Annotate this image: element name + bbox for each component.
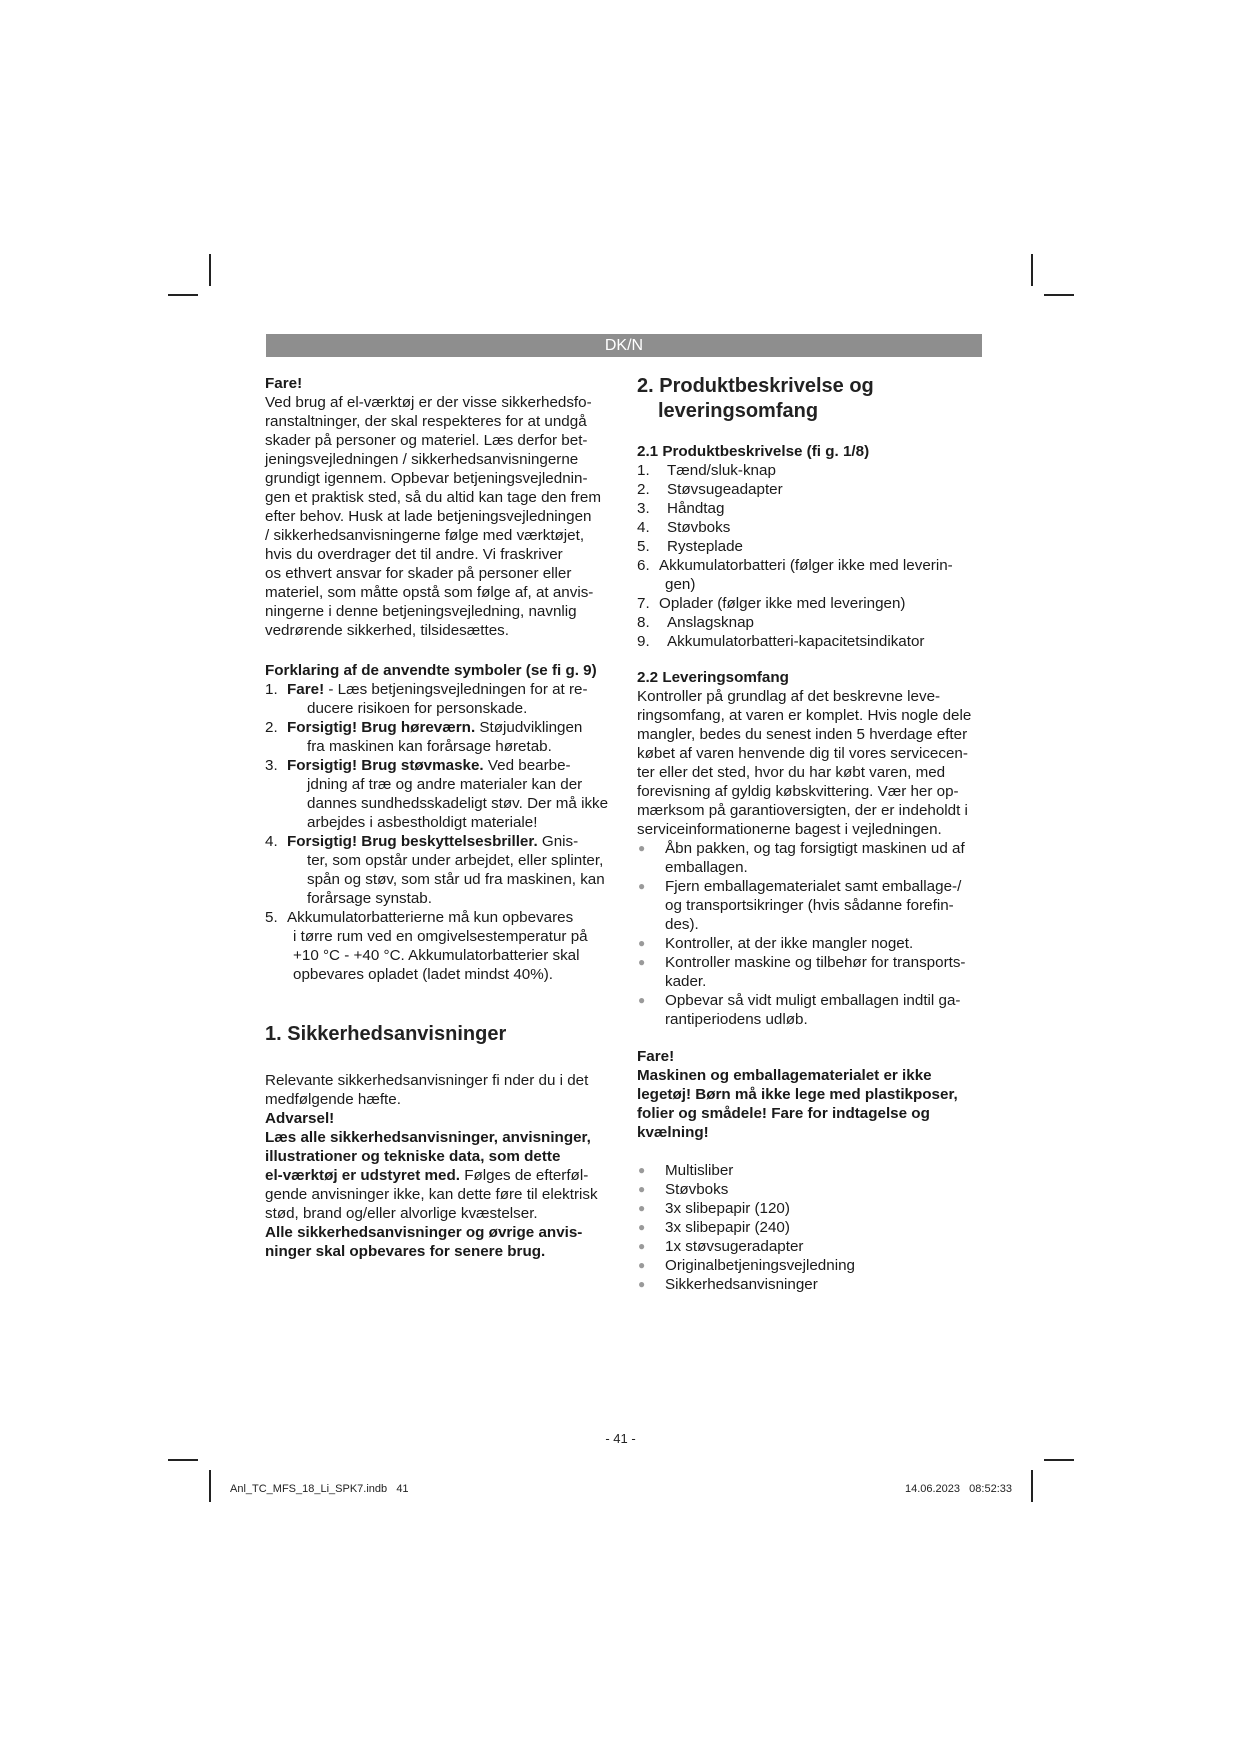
- item-text: Støvboks: [665, 1181, 729, 1198]
- text-line: spån og støv, som står ud fra maskinen, kan: [307, 871, 605, 888]
- text-line: materiel, som måtte opstå som følge af, at anvis-: [265, 584, 594, 601]
- item-text: 1x støvsugeradapter: [665, 1238, 804, 1255]
- text-line: opbevares opladet (ladet mindst 40%).: [293, 966, 554, 983]
- advarsel-heading: Advarsel!: [265, 1110, 335, 1127]
- text-line: stød, brand og/eller alvorlige kvæstelser.: [265, 1205, 538, 1222]
- bullet-icon: ●: [638, 993, 646, 1007]
- bullet-icon: ●: [638, 1220, 646, 1234]
- text-line: og transportsikringer (hvis sådanne forefin-: [665, 897, 954, 914]
- item-number: 7.: [637, 595, 650, 612]
- item-text: gen): [665, 576, 696, 593]
- bullet-icon: ●: [638, 955, 646, 969]
- list-item: [637, 461, 987, 480]
- list-item: [637, 1237, 987, 1256]
- bullet-icon: ●: [638, 879, 646, 893]
- item-number: 1.: [265, 681, 278, 698]
- item-number: 8.: [637, 614, 650, 631]
- text-line: des).: [665, 916, 699, 933]
- item-text: Rysteplade: [667, 538, 743, 555]
- text-line: +10 °C - +40 °C. Akkumulatorbatterier skal: [293, 947, 580, 964]
- item-number: 3.: [265, 757, 278, 774]
- text-line: Opbevar så vidt muligt emballagen indtil ga-: [665, 992, 961, 1009]
- list-item: [637, 537, 987, 556]
- item-bold: Fare!: [287, 681, 325, 698]
- item-text: Støvsugeadapter: [667, 481, 783, 498]
- item-text: Akkumulatorbatteri-kapacitetsindikator: [667, 633, 925, 650]
- text-line: el-værktøj er udstyret med.: [265, 1167, 460, 1184]
- text-line: os ethvert ansvar for skader på personer eller: [265, 565, 572, 582]
- text-line: jeningsvejledningen / sikkerhedsanvisningerne: [265, 451, 579, 468]
- list-item: [637, 839, 987, 877]
- list-item: [637, 613, 987, 632]
- text-line: hvis du overdrager det til andre. Vi fraskriver: [265, 546, 563, 563]
- text-line: Gnis-: [537, 833, 579, 850]
- text-line: arbejdes i asbestholdigt materiale!: [307, 814, 538, 831]
- scope-of-delivery-list: [637, 1161, 987, 1294]
- item-text: 3x slibepapir (240): [665, 1219, 790, 1236]
- text-line: gende anvisninger ikke, kan dette føre til elektrisk: [265, 1186, 598, 1203]
- item-number: 9.: [637, 633, 650, 650]
- section-1-title: 1. Sikkerhedsanvisninger: [265, 1023, 507, 1045]
- item-text: 3x slibepapir (120): [665, 1200, 790, 1217]
- text-line: / sikkerhedsanvisningerne følge med værktøjet,: [265, 527, 585, 544]
- item-number: 6.: [637, 557, 650, 574]
- text-line: mangler, bedes du senest inden 5 hverdage efter: [637, 726, 968, 743]
- fare-paragraph: [265, 393, 620, 640]
- item-bold: Forsigtig! Brug støvmaske.: [287, 757, 484, 774]
- page-number: - 41 -: [605, 1431, 636, 1446]
- item-text: Oplader (følger ikke med leveringen): [659, 595, 906, 612]
- text-line: Ved brug af el-værktøj er der visse sikkerhedsfo-: [265, 394, 592, 411]
- item-text: Multisliber: [665, 1162, 734, 1179]
- product-parts-list: [637, 461, 987, 651]
- symbols-heading: Forklaring af de anvendte symboler (se fi g. 9): [265, 662, 597, 679]
- text-line: jdning af træ og andre materialer kan der: [307, 776, 583, 793]
- text-line: Kontroller på grundlag af det beskrevne leve-: [637, 688, 941, 705]
- text-line: fra maskinen kan forårsage høretab.: [307, 738, 552, 755]
- text-line: ranstaltninger, der skal respekteres for at undgå: [265, 413, 587, 430]
- list-item: [637, 480, 987, 499]
- section-2-2-title: 2.2 Leveringsomfang: [637, 669, 789, 686]
- left-column: [265, 374, 620, 1261]
- crop-mark: [1044, 1459, 1074, 1461]
- item-text: Sikkerhedsanvisninger: [665, 1276, 818, 1293]
- text-line: serviceinformationerne bagest i vejledningen.: [637, 821, 942, 838]
- text-line: forevisning af gyldig købskvittering. Vær her op-: [637, 783, 959, 800]
- section-2-1-title: 2.1 Produktbeskrivelse (fi g. 1/8): [637, 443, 870, 460]
- item-number: 5.: [265, 909, 278, 926]
- item-text: Akkumulatorbatteri (følger ikke med leverin-: [659, 557, 953, 574]
- item-text: Støvboks: [667, 519, 731, 536]
- list-item: [637, 1161, 987, 1180]
- item-bold: Forsigtig! Brug høreværn.: [287, 719, 476, 736]
- list-item: [637, 953, 987, 991]
- text-line: Relevante sikkerhedsanvisninger fi nder du i det: [265, 1072, 589, 1089]
- text-line: folier og smådele! Fare for indtagelse og: [637, 1105, 930, 1122]
- text-line: skader på personer og materiel. Læs derfor bet-: [265, 432, 588, 449]
- text-line: legetøj! Børn må ikke lege med plastikposer,: [637, 1086, 958, 1103]
- bullet-icon: ●: [638, 1258, 646, 1272]
- list-item: [637, 518, 987, 537]
- item-text: Originalbetjeningsvejledning: [665, 1257, 855, 1274]
- item-text: Anslagsknap: [667, 614, 754, 631]
- list-item: [637, 594, 987, 613]
- list-item: [265, 832, 620, 908]
- list-item: [637, 1256, 987, 1275]
- text-line: købet af varen henvende dig til vores servicecen-: [637, 745, 968, 762]
- list-item: [637, 556, 987, 594]
- list-item: [637, 1218, 987, 1237]
- text-line: kvælning!: [637, 1124, 709, 1141]
- text-line: ter eller det sted, hvor du har købt varen, med: [637, 764, 946, 781]
- text-line: rantiperiodens udløb.: [665, 1011, 808, 1028]
- item-number: 2.: [265, 719, 278, 736]
- text-line: grundigt igennem. Opbevar betjeningsvejlednin-: [265, 470, 588, 487]
- text-line: medfølgende hæfte.: [265, 1091, 401, 1108]
- list-item: [637, 934, 987, 953]
- text-line: vedrørende sikkerhed, tilsidesættes.: [265, 622, 509, 639]
- text-line: Støjudviklingen: [475, 719, 583, 736]
- section-2-title: 2. Produktbeskrivelse og: [637, 375, 874, 397]
- bullet-icon: ●: [638, 936, 646, 950]
- crop-mark: [1031, 1470, 1033, 1502]
- text-line: forårsage synstab.: [307, 890, 432, 907]
- list-item: [637, 499, 987, 518]
- bullet-icon: ●: [638, 1182, 646, 1196]
- list-item: [265, 718, 620, 756]
- text-line: ningerne i denne betjeningsvejledning, navnlig: [265, 603, 577, 620]
- crop-mark: [209, 254, 211, 286]
- text-line: kader.: [665, 973, 707, 990]
- text-line: efter behov. Husk at lade betjeningsvejledningen: [265, 508, 592, 525]
- list-item: [637, 991, 987, 1029]
- list-item: [637, 1275, 987, 1294]
- crop-mark: [1044, 294, 1074, 296]
- symbols-list: [265, 680, 620, 984]
- item-number: 1.: [637, 462, 650, 479]
- list-item: [265, 756, 620, 832]
- fare-heading: Fare!: [637, 1048, 675, 1065]
- item-number: 5.: [637, 538, 650, 555]
- text-line: Alle sikkerhedsanvisninger og øvrige anvis-: [265, 1224, 583, 1241]
- item-text: Tænd/sluk-knap: [667, 462, 776, 479]
- text-line: Kontroller, at der ikke mangler noget.: [665, 935, 914, 952]
- text-line: dannes sundhedsskadeligt støv. Der må ikke: [307, 795, 609, 812]
- text-line: gen et praktisk sted, så du altid kan tage den frem: [265, 489, 602, 506]
- list-item: [265, 680, 620, 718]
- text-line: i tørre rum ved en omgivelsestemperatur på: [293, 928, 588, 945]
- print-timestamp: 14.06.2023 08:52:33: [904, 1483, 1012, 1495]
- file-info: Anl_TC_MFS_18_Li_SPK7.indb 41: [230, 1483, 409, 1495]
- bullet-icon: ●: [638, 1201, 646, 1215]
- text-line: Læs alle sikkerhedsanvisninger, anvisninger,: [265, 1129, 591, 1146]
- text-line: ringsomfang, at varen er komplet. Hvis nogle dele: [637, 707, 972, 724]
- item-number: 4.: [265, 833, 278, 850]
- bullet-icon: ●: [638, 1163, 646, 1177]
- text-line: - Læs betjeningsvejledningen for at re-: [324, 681, 588, 698]
- item-number: 3.: [637, 500, 650, 517]
- text-line: emballagen.: [665, 859, 748, 876]
- text-line: ninger skal opbevares for senere brug.: [265, 1243, 546, 1260]
- right-column: [637, 374, 987, 1294]
- list-item: [637, 1180, 987, 1199]
- text-line: ter, som opstår under arbejdet, eller splinter,: [307, 852, 604, 869]
- text-line: Følges de efterføl-: [459, 1167, 589, 1184]
- bullet-icon: ●: [638, 1239, 646, 1253]
- text-line: mærksom på garantioversigten, der er indeholdt i: [637, 802, 968, 819]
- item-bold: Forsigtig! Brug beskyttelsesbriller.: [287, 833, 538, 850]
- text-line: Åbn pakken, og tag forsigtigt maskinen ud af: [665, 840, 965, 857]
- language-band: DK/N: [266, 334, 982, 357]
- list-item: [265, 908, 620, 984]
- list-item: [637, 1199, 987, 1218]
- item-text: Håndtag: [667, 500, 725, 517]
- bullet-icon: ●: [638, 1277, 646, 1291]
- item-number: 2.: [637, 481, 650, 498]
- crop-mark: [1031, 254, 1033, 286]
- section-2-title: leveringsomfang: [658, 400, 819, 422]
- fare-heading: Fare!: [265, 375, 303, 392]
- list-item: [637, 877, 987, 934]
- text-line: Fjern emballagematerialet samt emballage-/: [665, 878, 962, 895]
- crop-mark: [168, 294, 198, 296]
- text-line: Ved bearbe-: [483, 757, 571, 774]
- delivery-steps-list: [637, 839, 987, 1029]
- text-line: Maskinen og emballagematerialet er ikke: [637, 1067, 932, 1084]
- bullet-icon: ●: [638, 841, 646, 855]
- text-line: Kontroller maskine og tilbehør for transports-: [665, 954, 966, 971]
- text-line: illustrationer og tekniske data, som dette: [265, 1148, 561, 1165]
- text-line: ducere risikoen for personskade.: [307, 700, 528, 717]
- crop-mark: [168, 1459, 198, 1461]
- crop-mark: [209, 1470, 211, 1502]
- item-number: 4.: [637, 519, 650, 536]
- list-item: [637, 632, 987, 651]
- text-line: Akkumulatorbatterierne må kun opbevares: [287, 909, 574, 926]
